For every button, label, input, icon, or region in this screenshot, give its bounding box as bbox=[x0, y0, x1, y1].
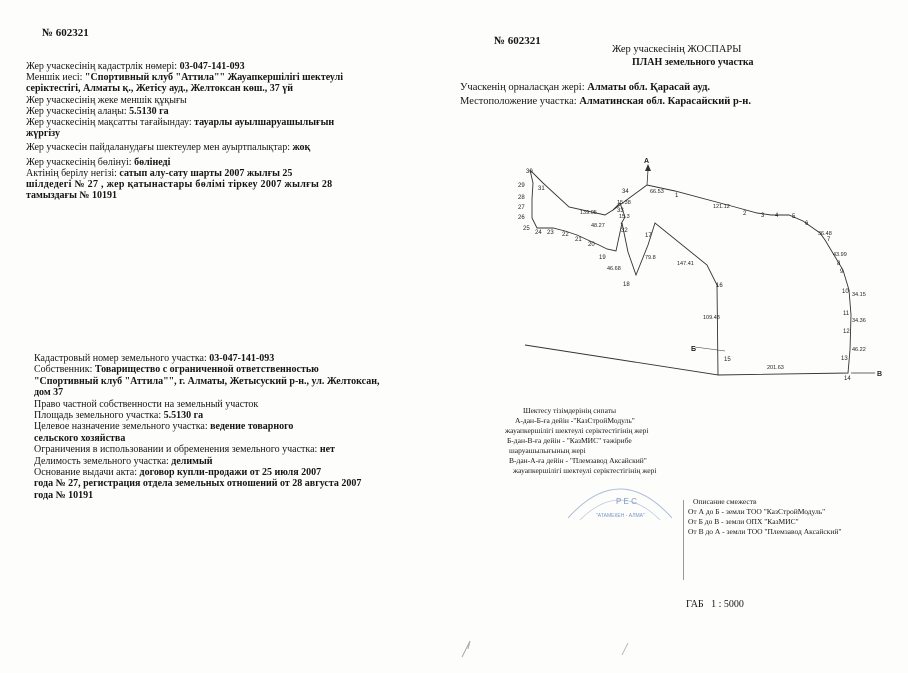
plot-boundary bbox=[525, 164, 875, 375]
line-value: жүргізу bbox=[26, 128, 60, 140]
distance-label: 66.53 bbox=[650, 189, 664, 195]
point-label: 28 bbox=[518, 195, 525, 201]
kz-area-line bbox=[26, 106, 343, 117]
line-value: сатып алу-сату шарты 2007 жылғы 25 bbox=[119, 167, 293, 179]
plan-title-ru: ПЛАН земельного участка bbox=[632, 57, 754, 68]
distance-label: 15.38 bbox=[617, 200, 631, 206]
point-label: 24 bbox=[535, 230, 542, 236]
distance-label: 79.8 bbox=[645, 255, 656, 261]
distance-label: 48.27 bbox=[591, 223, 605, 229]
kz-basis-line-2 bbox=[26, 179, 343, 190]
line-label: Жер учаскесінің алаңы: bbox=[26, 105, 130, 117]
point-label: 26 bbox=[518, 215, 525, 221]
line-value: шілдедегі № 27 , жер қатынастары бөлімі тіркеу 2007 жылғы 28 bbox=[26, 179, 333, 191]
divider-mark bbox=[683, 500, 684, 580]
line-value: года № 27, регистрация отдела земельных отношений от 28 августа 2007 bbox=[34, 478, 362, 490]
distance-label: 139.05 bbox=[580, 210, 597, 216]
line-label: Собственник: bbox=[34, 364, 95, 376]
ru-owner-line-3 bbox=[34, 387, 379, 398]
point-label: 4 bbox=[775, 213, 779, 219]
distance-label: 34.15 bbox=[852, 292, 866, 298]
kz-info-block bbox=[26, 61, 343, 201]
point-label: 32 bbox=[621, 228, 628, 234]
legend-kz bbox=[505, 406, 656, 476]
point-label: 16 bbox=[716, 283, 723, 289]
kz-restrictions-line bbox=[26, 142, 343, 153]
line-value: "Спортивный клуб "Аттила"", г. Алматы, Жетысуский р-н., ул. Желтоксан, bbox=[34, 375, 380, 387]
point-label: 18 bbox=[623, 282, 630, 288]
north-arrow-line bbox=[647, 170, 648, 185]
ru-basis-line bbox=[34, 467, 379, 478]
location-label: Учаскенің орналасқан жері: bbox=[460, 82, 588, 93]
line-value: дом 37 bbox=[34, 387, 64, 399]
legend-ru-title: Описание смежеств bbox=[693, 497, 757, 506]
distance-labels bbox=[580, 189, 866, 371]
point-label: 12 bbox=[843, 329, 850, 335]
line-label: Ограничения в использовании и обременения земельного участка: bbox=[34, 444, 320, 456]
point-label: 17 bbox=[645, 233, 652, 239]
plot-boundary-inner bbox=[530, 170, 625, 224]
ru-info-block bbox=[34, 353, 379, 501]
legend-kz-line: А-дан-Б-ға дейін -"КазСтройМодуль" bbox=[515, 416, 635, 425]
location-value: Алматинская обл. Карасайский р-н. bbox=[579, 96, 751, 107]
point-label: 20 bbox=[588, 242, 595, 248]
point-label: 15 bbox=[724, 357, 731, 363]
point-label: 19 bbox=[599, 255, 606, 261]
distance-label: 46.68 bbox=[607, 266, 621, 272]
line-value: 5.5130 га bbox=[129, 105, 169, 117]
line-label: Жер учаскесінің бөлінуі: bbox=[26, 156, 135, 168]
kz-right-line bbox=[26, 95, 343, 106]
pencil-mark bbox=[462, 641, 470, 657]
legend-kz-line: Б-дан-В-ға дейін - "КазМИС" тәжірибе bbox=[507, 436, 632, 445]
kz-divisibility-line bbox=[26, 157, 343, 168]
pencil-marks bbox=[440, 635, 640, 665]
point-label: 33 bbox=[617, 208, 624, 214]
line-value: 03-047-141-093 bbox=[179, 61, 245, 72]
point-label: 5 bbox=[792, 214, 796, 220]
point-label: 6 bbox=[805, 221, 809, 227]
line-value: тамыздағы № 10191 bbox=[26, 190, 117, 202]
point-label: 30 bbox=[526, 169, 533, 175]
line-value: серіктестігі, Алматы қ., Жетісу ауд., Желтоксан көш., 37 үй bbox=[26, 83, 294, 95]
ru-basis-line-2 bbox=[34, 478, 379, 489]
plan-number: № 602321 bbox=[494, 35, 541, 47]
legend-ru-line: От А до Б - земли ТОО "КазСтройМодуль" bbox=[688, 507, 826, 516]
line-value: тауарлы ауылшаруашылығын bbox=[194, 117, 335, 129]
line-value: жоқ bbox=[292, 142, 311, 154]
kz-basis-line bbox=[26, 168, 343, 179]
line-value: Товарищество с ограниченной ответственностью bbox=[94, 364, 319, 376]
line-value: договор купли-продажи от 25 июля 2007 bbox=[139, 467, 322, 479]
pencil-mark bbox=[622, 643, 628, 655]
point-label: 13 bbox=[841, 356, 848, 362]
plan-location-kz bbox=[460, 82, 710, 93]
ru-area-line bbox=[34, 410, 379, 421]
point-label: 27 bbox=[518, 205, 525, 211]
line-label: Право частной собственности на земельный участок bbox=[34, 398, 259, 410]
point-label: 31 bbox=[538, 186, 545, 192]
line-label: Жер учаскесінің мақсатты тағайындау: bbox=[26, 117, 195, 129]
letter-a: А bbox=[644, 158, 650, 165]
plot-boundary-east bbox=[613, 185, 851, 375]
point-label: 11 bbox=[843, 311, 850, 317]
point-label: 21 bbox=[575, 237, 582, 243]
legend-ru-line: От В до А - земли ТОО "Племзавод Аксайский" bbox=[688, 527, 842, 536]
point-label: 8 bbox=[837, 261, 841, 267]
line-value: нет bbox=[319, 444, 335, 456]
point-label: 14 bbox=[844, 376, 851, 382]
ru-divisibility-line bbox=[34, 456, 379, 467]
line-value: бөлінеді bbox=[134, 156, 171, 168]
point-label: 3 bbox=[761, 213, 765, 219]
line-label: Целевое назначение земельного участка: bbox=[34, 421, 211, 433]
b-leader-line bbox=[695, 347, 725, 351]
legend-kz-line: шаруашылығының жері bbox=[509, 446, 586, 455]
point-label: 9 bbox=[840, 269, 844, 275]
ru-basis-line-3 bbox=[34, 490, 379, 501]
point-label: 34 bbox=[622, 189, 629, 195]
kz-owner-line-2 bbox=[26, 83, 343, 94]
line-label: Меншік иесі: bbox=[26, 72, 85, 84]
ru-owner-line bbox=[34, 364, 379, 375]
line-label: Площадь земельного участка: bbox=[34, 410, 164, 422]
legend-kz-line: жауапкершілігі шектеулі серіктестігінің жері bbox=[505, 426, 649, 435]
kz-purpose-line-2 bbox=[26, 128, 343, 139]
plan-scale: ГАБ 1 : 5000 bbox=[686, 599, 744, 610]
ru-purpose-line bbox=[34, 421, 379, 432]
line-value: 5.5130 га bbox=[163, 410, 204, 422]
distance-label: 109.43 bbox=[703, 315, 720, 321]
line-value: делимый bbox=[171, 455, 213, 467]
line-label: Делимость земельного участка: bbox=[34, 455, 172, 467]
location-value: Алматы обл. Қарасай ауд. bbox=[587, 82, 711, 93]
line-value: 03-047-141-093 bbox=[209, 353, 275, 364]
point-label: 29 bbox=[518, 183, 525, 189]
line-value: сельского хозяйства bbox=[34, 432, 126, 444]
plan-letter-labels bbox=[644, 158, 882, 378]
line-label: Основание выдачи акта: bbox=[34, 467, 140, 479]
line-label: Жер учаскесін пайдаланудағы шектеулер мен ауыртпалықтар: bbox=[26, 142, 293, 154]
ru-owner-line-2 bbox=[34, 376, 379, 387]
line-label: Кадастровый номер земельного участка: bbox=[34, 353, 210, 364]
kz-act-number: № 602321 bbox=[42, 27, 89, 39]
line-value: года № 10191 bbox=[34, 489, 94, 501]
line-label: Жер учаскесінің жеке меншік құқығы bbox=[26, 94, 187, 106]
ru-purpose-line-2 bbox=[34, 433, 379, 444]
kz-basis-line-3 bbox=[26, 190, 343, 201]
distance-label: 201.63 bbox=[767, 365, 784, 371]
legend-kz-title: Шектесу тізімдерінің сипаты bbox=[523, 406, 617, 415]
distance-label: 15.3 bbox=[619, 214, 630, 220]
line-value: ведение товарного bbox=[210, 421, 294, 433]
plan-title-kz: Жер учаскесінің ЖОСПАРЫ bbox=[612, 44, 742, 55]
point-label: 25 bbox=[523, 226, 530, 232]
ru-cadastral-line bbox=[34, 353, 379, 364]
legend-ru bbox=[688, 497, 841, 537]
ru-restrictions-line bbox=[34, 444, 379, 455]
seal-text: Р Е С bbox=[616, 497, 637, 506]
point-label: 2 bbox=[743, 211, 747, 217]
letter-b: Б bbox=[691, 346, 697, 353]
letter-c: В bbox=[877, 371, 883, 378]
distance-label: 34.36 bbox=[852, 318, 866, 324]
distance-label: 43.99 bbox=[833, 252, 847, 258]
legend-kz-line: жауапкершілігі шектеулі серіктестігінің жері bbox=[513, 466, 657, 475]
distance-label: 36.48 bbox=[818, 231, 832, 237]
line-label: Жер учаскесінің кадастрлік нөмері: bbox=[26, 61, 180, 72]
point-label: 10 bbox=[842, 289, 849, 295]
distance-label: 147.41 bbox=[677, 261, 694, 267]
location-label: Местоположение участка: bbox=[460, 96, 580, 107]
line-label: Актінің берілу негізі: bbox=[26, 167, 120, 179]
point-labels bbox=[518, 169, 851, 382]
point-label: 7 bbox=[827, 237, 831, 243]
line-value: "Спортивный клуб "Аттила"" Жауапкершілігі шектеулі bbox=[84, 72, 344, 84]
plan-location-ru bbox=[460, 96, 751, 107]
ru-right-line bbox=[34, 399, 379, 410]
legend-kz-line: В-дан-А-ға дейін - "Племзавод Аксайский" bbox=[509, 456, 647, 465]
point-label: 22 bbox=[562, 232, 569, 238]
kz-purpose-line bbox=[26, 117, 343, 128]
distance-label: 46.22 bbox=[852, 347, 866, 353]
kz-cadastral-line bbox=[26, 61, 343, 72]
land-plot-plan-diagram bbox=[495, 155, 895, 390]
point-label: 23 bbox=[547, 230, 554, 236]
distance-label: 121.12 bbox=[713, 204, 730, 210]
point-label: 1 bbox=[675, 193, 679, 199]
legend-ru-line: От Б до В - земли ОПХ "КазМИС" bbox=[688, 517, 799, 526]
kz-owner-line bbox=[26, 72, 343, 83]
seal-text-2: "АТАМЕКЕН - АЛМА" bbox=[596, 513, 645, 519]
official-seal bbox=[560, 470, 680, 540]
north-arrow-head bbox=[645, 164, 651, 171]
